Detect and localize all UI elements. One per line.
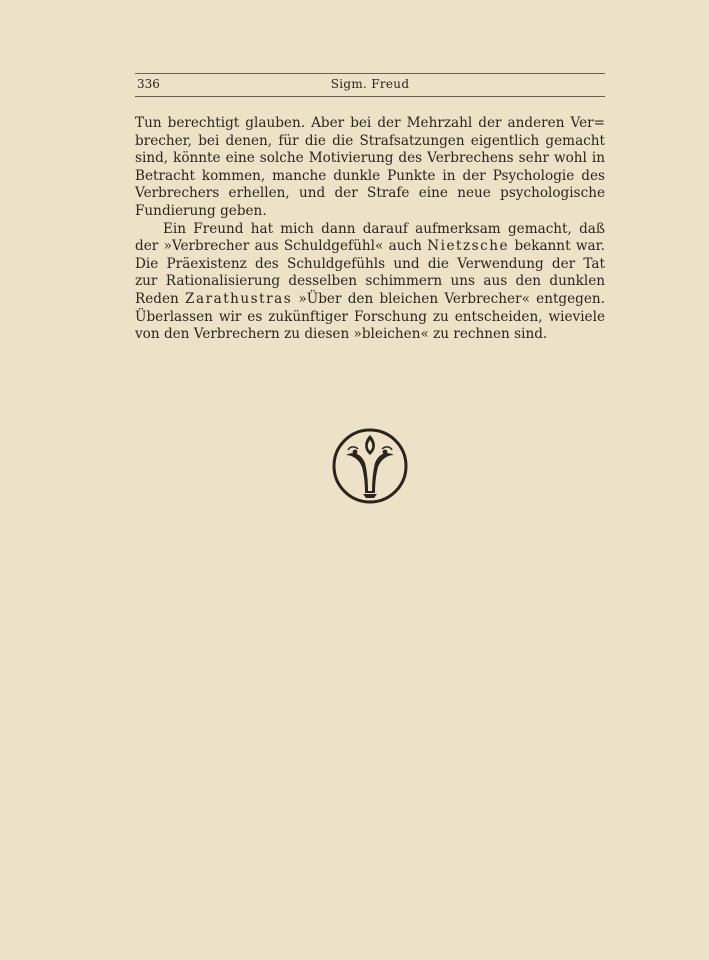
text-line: sind, könnte eine solche Motivierung des Verbrechens sehr wohl in xyxy=(135,150,605,167)
text-line: Ein Freund hat mich dann darauf aufmerksam gemacht, daß xyxy=(163,220,605,237)
text-line: brecher, bei denen, für die die Strafsatzungen eigentlich gemacht xyxy=(135,132,605,149)
text-line xyxy=(135,238,605,256)
page-number: 336 xyxy=(137,77,160,91)
page-header xyxy=(135,73,605,97)
person-name: Nietzsche xyxy=(427,238,510,255)
body-text xyxy=(135,115,605,344)
text-line: Betracht kommen, manche dunkle Punkte in der Psychologie des xyxy=(135,167,605,184)
text-line xyxy=(135,291,605,309)
text-segment: Reden xyxy=(135,290,179,307)
running-head: Sigm. Freud xyxy=(330,77,410,91)
person-name: Zarathustras xyxy=(185,290,293,307)
text-line: zur Rationalisierung desselben schimmern uns aus den dunklen xyxy=(135,273,605,290)
text-line: Verbrechers erhellen, und der Strafe eine neue psychologische xyxy=(135,185,605,202)
text-segment: »Über den bleichen Verbrecher« entgegen. xyxy=(298,290,605,307)
text-line: Die Präexistenz des Schuldgefühls und die Verwendung der Tat xyxy=(135,255,605,272)
text-line: Überlassen wir es zukünftiger Forschung zu entscheiden, wieviele xyxy=(135,308,605,325)
text-segment: bekannt war. xyxy=(514,238,605,255)
text-line: von den Verbrechern zu diesen »bleichen« zu rechnen sind. xyxy=(135,326,548,343)
text-line: Tun berechtigt glauben. Aber bei der Mehrzahl der anderen Ver= xyxy=(135,115,605,131)
text-line: Fundierung geben. xyxy=(135,202,267,219)
ornamental-vignette-icon xyxy=(331,425,409,507)
text-segment: der »Verbrecher aus Schuldgefühl« auch xyxy=(135,238,422,255)
